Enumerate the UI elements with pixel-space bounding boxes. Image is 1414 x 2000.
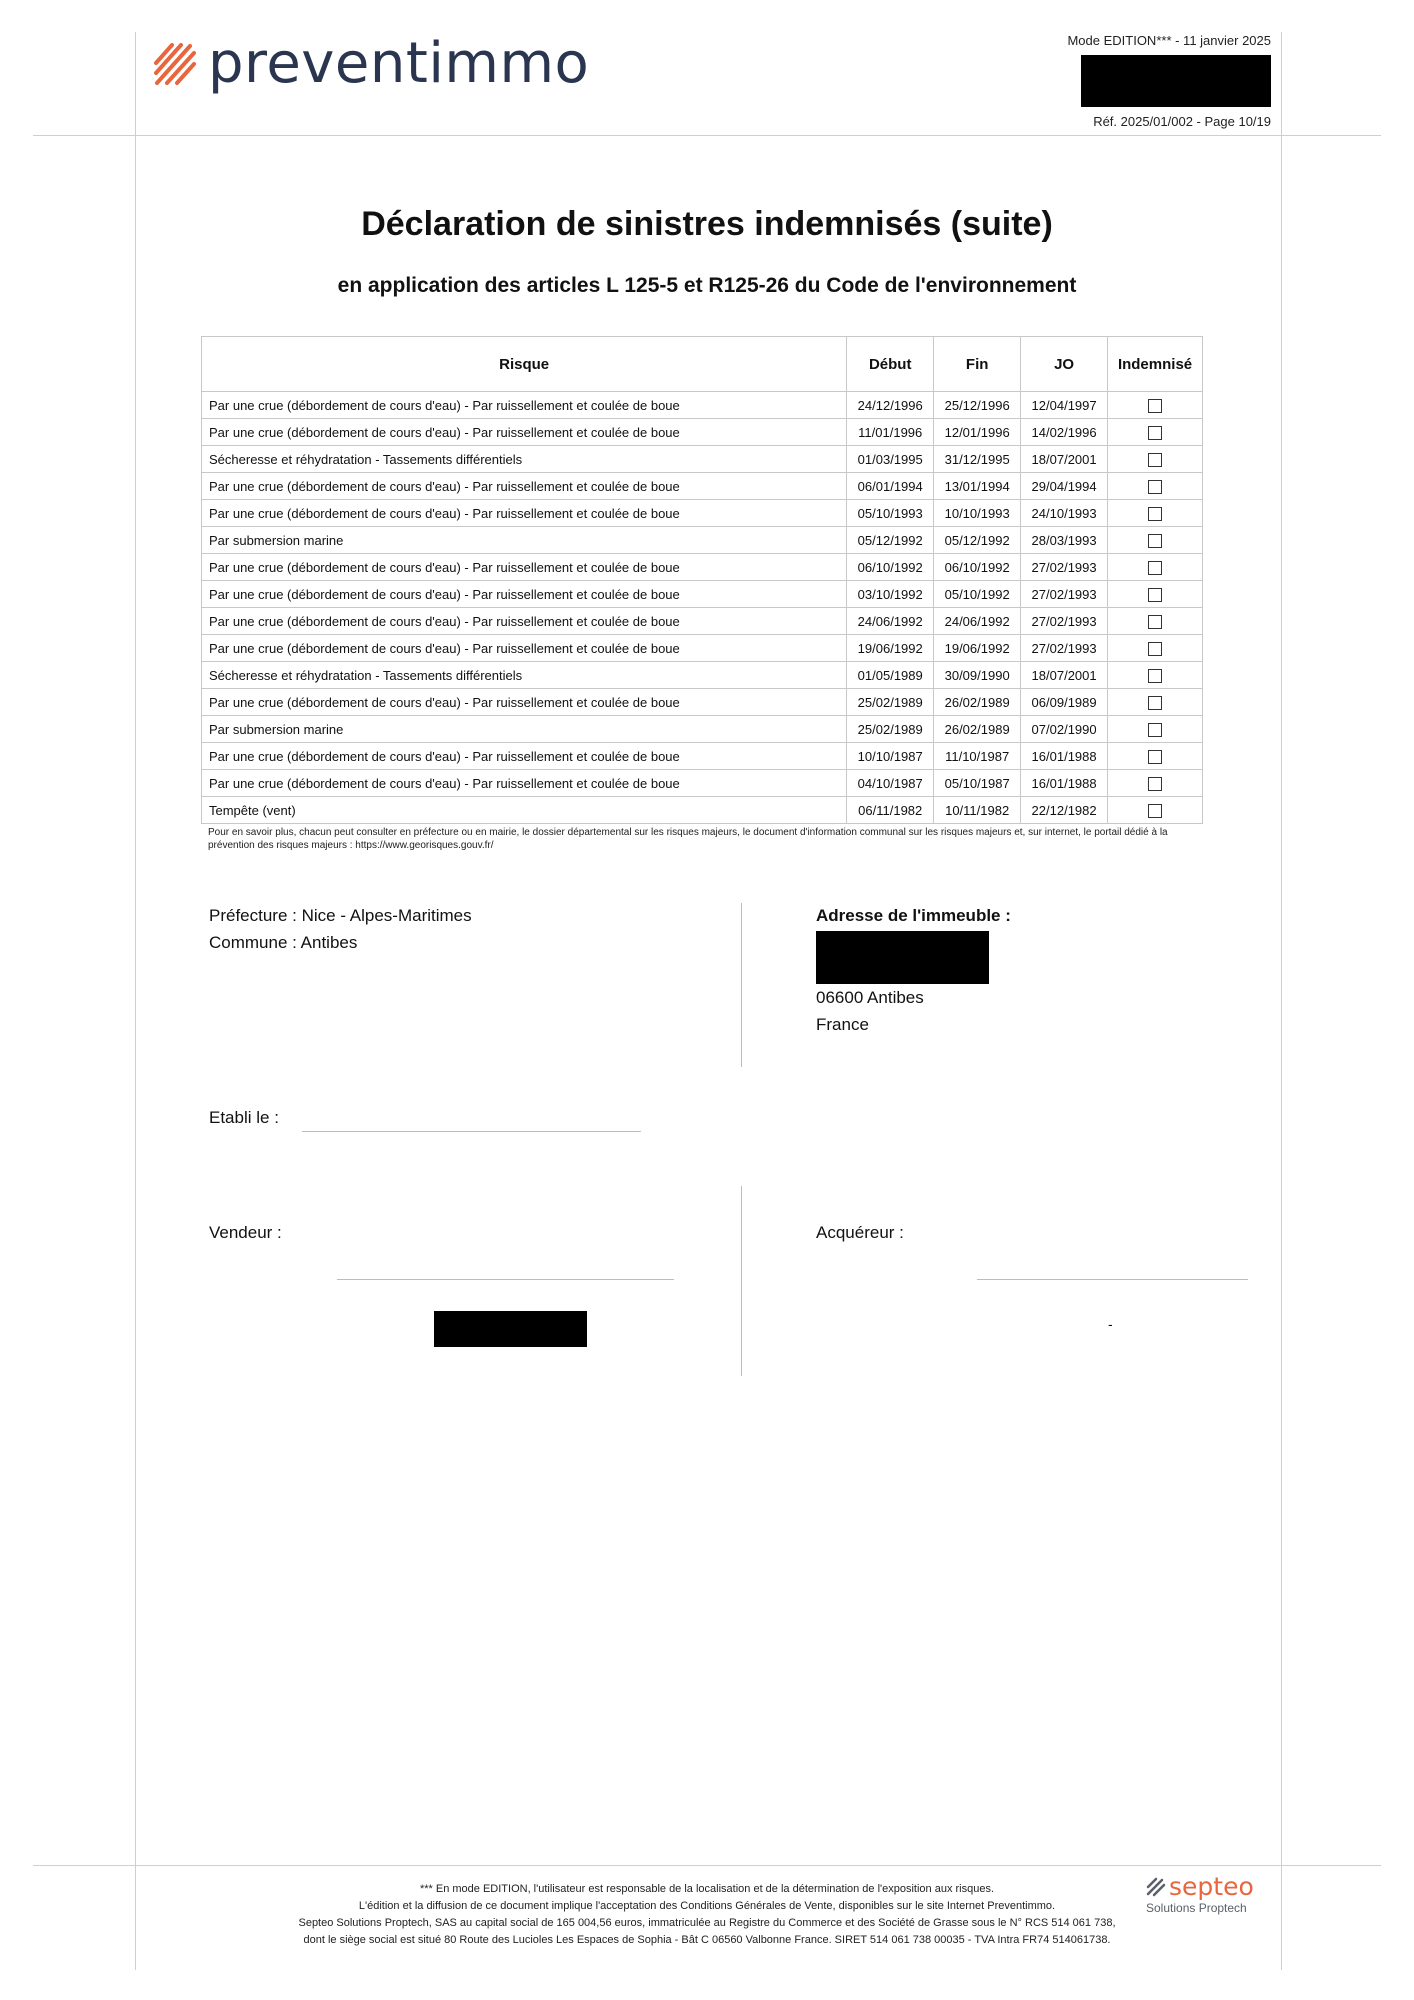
- fin-cell: 13/01/1994: [934, 473, 1021, 500]
- jo-cell: 06/09/1989: [1021, 689, 1108, 716]
- acquereur-label: Acquéreur :: [816, 1223, 904, 1242]
- vendeur-label: Vendeur :: [209, 1223, 282, 1242]
- table-row: [202, 554, 1203, 581]
- debut-cell: 04/10/1987: [847, 770, 934, 797]
- fin-cell: 31/12/1995: [934, 446, 1021, 473]
- page-title: Déclaration de sinistres indemnisés (suite): [361, 205, 1053, 243]
- debut-cell: 05/10/1993: [847, 500, 934, 527]
- table-row: [202, 392, 1203, 419]
- debut-cell: 11/01/1996: [847, 419, 934, 446]
- indemnise-cell: [1108, 608, 1203, 635]
- country-text: France: [816, 1015, 869, 1034]
- indemnise-cell: [1108, 446, 1203, 473]
- jo-cell: 24/10/1993: [1021, 500, 1108, 527]
- sinistres-table: [201, 336, 1203, 824]
- signature-divider: [741, 1186, 742, 1376]
- risk-cell: Sécheresse et réhydratation - Tassements différentiels: [202, 662, 847, 689]
- info-note: Pour en savoir plus, chacun peut consulter en préfecture ou en mairie, le dossier départemental sur les risques majeurs, le document d'information communal sur les risques majeurs et, sur internet, le portail dédié à la prévention des risques majeurs : https://www.georisques.gouv.fr/: [208, 827, 1168, 851]
- table-header-row: [202, 337, 1203, 392]
- fin-cell: 25/12/1996: [934, 392, 1021, 419]
- risk-cell: Tempête (vent): [202, 797, 847, 824]
- footer-line-1: *** En mode EDITION, l'utilisateur est responsable de la localisation et de la détermination de l'exposition aux risques.: [419, 1883, 995, 1895]
- debut-cell: 24/06/1992: [847, 608, 934, 635]
- indemnise-checkbox[interactable]: [1148, 723, 1162, 737]
- fin-cell: 26/02/1989: [934, 689, 1021, 716]
- debut-cell: 24/12/1996: [847, 392, 934, 419]
- reference-page-line: Réf. 2025/01/002 - Page 10/19: [1093, 114, 1271, 129]
- fin-cell: 05/10/1987: [934, 770, 1021, 797]
- jo-cell: 07/02/1990: [1021, 716, 1108, 743]
- jo-cell: 27/02/1993: [1021, 608, 1108, 635]
- debut-cell: 01/03/1995: [847, 446, 934, 473]
- debut-cell: 01/05/1989: [847, 662, 934, 689]
- table-row: [202, 500, 1203, 527]
- indemnise-cell: [1108, 716, 1203, 743]
- debut-cell: 06/11/1982: [847, 797, 934, 824]
- debut-cell: 19/06/1992: [847, 635, 934, 662]
- fin-cell: 05/12/1992: [934, 527, 1021, 554]
- table-row: [202, 635, 1203, 662]
- indemnise-cell: [1108, 581, 1203, 608]
- page-subtitle: en application des articles L 125-5 et R125-26 du Code de l'environnement: [337, 274, 1077, 297]
- risk-cell: Par une crue (débordement de cours d'eau) - Par ruissellement et coulée de boue: [202, 419, 847, 446]
- indemnise-cell: [1108, 635, 1203, 662]
- risk-cell: Par submersion marine: [202, 716, 847, 743]
- table-row: [202, 527, 1203, 554]
- table-row: [202, 608, 1203, 635]
- jo-cell: 29/04/1994: [1021, 473, 1108, 500]
- jo-cell: 16/01/1988: [1021, 770, 1108, 797]
- table-row: [202, 662, 1203, 689]
- indemnise-cell: [1108, 392, 1203, 419]
- fin-cell: 26/02/1989: [934, 716, 1021, 743]
- col-header-debut: Début: [847, 337, 934, 392]
- indemnise-checkbox[interactable]: [1148, 669, 1162, 683]
- risk-cell: Par une crue (débordement de cours d'eau) - Par ruissellement et coulée de boue: [202, 500, 847, 527]
- indemnise-checkbox[interactable]: [1148, 804, 1162, 818]
- jo-cell: 14/02/1996: [1021, 419, 1108, 446]
- footer-legal: [180, 1881, 1234, 1949]
- indemnise-cell: [1108, 554, 1203, 581]
- indemnise-cell: [1108, 662, 1203, 689]
- acquereur-name: -: [1108, 1316, 1113, 1332]
- jo-cell: 27/02/1993: [1021, 581, 1108, 608]
- jo-cell: 18/07/2001: [1021, 662, 1108, 689]
- postal-city-text: 06600 Antibes: [816, 988, 924, 1007]
- fin-cell: 19/06/1992: [934, 635, 1021, 662]
- col-header-jo: JO: [1021, 337, 1108, 392]
- indemnise-checkbox[interactable]: [1148, 507, 1162, 521]
- table-row: [202, 797, 1203, 824]
- risk-cell: Par une crue (débordement de cours d'eau) - Par ruissellement et coulée de boue: [202, 689, 847, 716]
- address-label: Adresse de l'immeuble :: [816, 906, 1011, 925]
- indemnise-checkbox[interactable]: [1148, 696, 1162, 710]
- indemnise-cell: [1108, 500, 1203, 527]
- indemnise-cell: [1108, 473, 1203, 500]
- septeo-wordmark: septeo: [1169, 1872, 1254, 1901]
- jo-cell: 12/04/1997: [1021, 392, 1108, 419]
- indemnise-checkbox[interactable]: [1148, 534, 1162, 548]
- risk-cell: Par une crue (débordement de cours d'eau) - Par ruissellement et coulée de boue: [202, 770, 847, 797]
- commune-text: Commune : Antibes: [209, 933, 358, 952]
- table-row: [202, 743, 1203, 770]
- risk-cell: Par une crue (débordement de cours d'eau) - Par ruissellement et coulée de boue: [202, 608, 847, 635]
- fin-cell: 30/09/1990: [934, 662, 1021, 689]
- etabli-label: Etabli le :: [209, 1108, 279, 1127]
- jo-cell: 16/01/1988: [1021, 743, 1108, 770]
- indemnise-checkbox[interactable]: [1148, 453, 1162, 467]
- risk-cell: Sécheresse et réhydratation - Tassements différentiels: [202, 446, 847, 473]
- fin-cell: 10/11/1982: [934, 797, 1021, 824]
- jo-cell: 18/07/2001: [1021, 446, 1108, 473]
- col-header-fin: Fin: [934, 337, 1021, 392]
- septeo-logo: [1145, 1874, 1265, 1915]
- risk-cell: Par une crue (débordement de cours d'eau) - Par ruissellement et coulée de boue: [202, 581, 847, 608]
- frame-left-line: [135, 32, 136, 1970]
- etabli-date-line[interactable]: [302, 1131, 641, 1132]
- fin-cell: 24/06/1992: [934, 608, 1021, 635]
- redacted-vendeur-name: [434, 1311, 587, 1347]
- table-row: [202, 419, 1203, 446]
- risk-cell: Par une crue (débordement de cours d'eau) - Par ruissellement et coulée de boue: [202, 743, 847, 770]
- indemnise-cell: [1108, 743, 1203, 770]
- header-divider: [33, 135, 1381, 136]
- table-row: [202, 689, 1203, 716]
- risk-cell: Par submersion marine: [202, 527, 847, 554]
- location-divider: [741, 903, 742, 1067]
- indemnise-checkbox[interactable]: [1148, 777, 1162, 791]
- indemnise-checkbox[interactable]: [1148, 399, 1162, 413]
- table-row: [202, 473, 1203, 500]
- indemnise-cell: [1108, 419, 1203, 446]
- redacted-street-address: [816, 931, 989, 984]
- table-row: [202, 446, 1203, 473]
- vendeur-signature-line[interactable]: [337, 1279, 674, 1280]
- risk-cell: Par une crue (débordement de cours d'eau) - Par ruissellement et coulée de boue: [202, 392, 847, 419]
- table-row: [202, 770, 1203, 797]
- col-header-indemnise: Indemnisé: [1108, 337, 1203, 392]
- jo-cell: 27/02/1993: [1021, 635, 1108, 662]
- debut-cell: 25/02/1989: [847, 689, 934, 716]
- redacted-owner-block: [1081, 55, 1271, 107]
- footer-line-4: dont le siège social est situé 80 Route des Lucioles Les Espaces de Sophia - Bât C 06560 Valbonne France. SIRET 514 061 738 00035 - TVA Intra FR74 514061738.: [303, 1934, 1111, 1946]
- indemnise-cell: [1108, 770, 1203, 797]
- debut-cell: 06/10/1992: [847, 554, 934, 581]
- indemnise-checkbox[interactable]: [1148, 615, 1162, 629]
- risk-cell: Par une crue (débordement de cours d'eau) - Par ruissellement et coulée de boue: [202, 473, 847, 500]
- table-row: [202, 581, 1203, 608]
- indemnise-cell: [1108, 527, 1203, 554]
- indemnise-checkbox[interactable]: [1148, 588, 1162, 602]
- col-header-risque: Risque: [202, 337, 847, 392]
- fin-cell: 12/01/1996: [934, 419, 1021, 446]
- fin-cell: 10/10/1993: [934, 500, 1021, 527]
- debut-cell: 10/10/1987: [847, 743, 934, 770]
- jo-cell: 27/02/1993: [1021, 554, 1108, 581]
- debut-cell: 05/12/1992: [847, 527, 934, 554]
- frame-right-line: [1281, 32, 1282, 1970]
- jo-cell: 28/03/1993: [1021, 527, 1108, 554]
- prefecture-text: Préfecture : Nice - Alpes-Maritimes: [209, 906, 472, 925]
- footer-line-3: Septeo Solutions Proptech, SAS au capital social de 165 004,56 euros, immatriculée au Registre du Commerce et des Société de Grasse sous le N° RCS 514 061 738,: [298, 1917, 1116, 1929]
- debut-cell: 06/01/1994: [847, 473, 934, 500]
- indemnise-checkbox[interactable]: [1148, 750, 1162, 764]
- jo-cell: 22/12/1982: [1021, 797, 1108, 824]
- logo-wordmark: preventimmo: [208, 31, 590, 96]
- fin-cell: 11/10/1987: [934, 743, 1021, 770]
- indemnise-cell: [1108, 797, 1203, 824]
- stripes-logo-icon: [152, 41, 198, 87]
- footer-divider: [33, 1865, 1381, 1866]
- edition-mode-line: Mode EDITION*** - 11 janvier 2025: [1067, 33, 1271, 48]
- fin-cell: 06/10/1992: [934, 554, 1021, 581]
- indemnise-checkbox[interactable]: [1148, 561, 1162, 575]
- septeo-subtitle: Solutions Proptech: [1146, 1901, 1247, 1915]
- indemnise-checkbox[interactable]: [1148, 426, 1162, 440]
- indemnise-checkbox[interactable]: [1148, 480, 1162, 494]
- acquereur-signature-line[interactable]: [977, 1279, 1248, 1280]
- table-row: [202, 716, 1203, 743]
- indemnise-cell: [1108, 689, 1203, 716]
- septeo-stripes-icon: [1145, 1876, 1167, 1898]
- fin-cell: 05/10/1992: [934, 581, 1021, 608]
- risk-cell: Par une crue (débordement de cours d'eau) - Par ruissellement et coulée de boue: [202, 635, 847, 662]
- debut-cell: 03/10/1992: [847, 581, 934, 608]
- indemnise-checkbox[interactable]: [1148, 642, 1162, 656]
- footer-line-2: L'édition et la diffusion de ce document implique l'acceptation des Conditions Générales de Vente, disponibles sur le site Internet Preventimmo.: [358, 1900, 1056, 1912]
- preventimmo-logo: [152, 31, 590, 96]
- table-body: [202, 392, 1203, 824]
- debut-cell: 25/02/1989: [847, 716, 934, 743]
- risk-cell: Par une crue (débordement de cours d'eau) - Par ruissellement et coulée de boue: [202, 554, 847, 581]
